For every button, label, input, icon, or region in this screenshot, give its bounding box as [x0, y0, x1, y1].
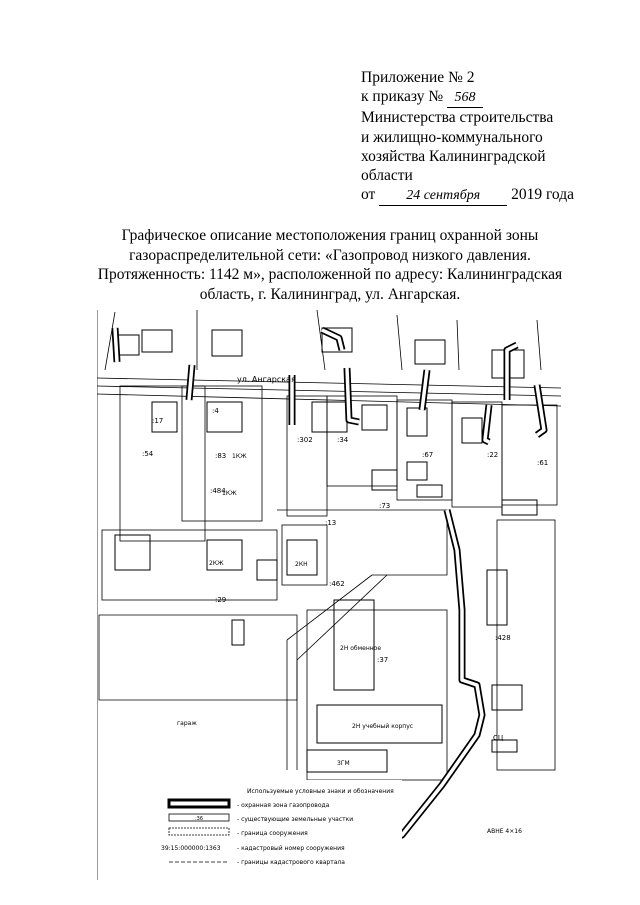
date-prefix: от	[361, 186, 376, 204]
legend-title: Используемые условные знаки и обозначения	[247, 788, 394, 795]
parcel-label: :34	[337, 436, 349, 444]
parcel-label: :83	[215, 452, 227, 460]
building-right-label: АВНЕ 4×16	[487, 828, 522, 835]
legend-sample-cad: 39:15:000000:1363	[161, 845, 221, 852]
legend-item: - границы кадастрового квартала	[237, 859, 345, 866]
date-line	[361, 185, 574, 206]
document-title	[60, 226, 600, 304]
street-label: ул. Ангарская	[237, 375, 296, 384]
building-label: 2КН	[295, 561, 308, 568]
parcel-label: :67	[422, 451, 434, 459]
order-header	[361, 68, 574, 206]
ministry-line-3: хозяйства Калининградской	[361, 147, 546, 165]
parcel-label: :428	[495, 634, 511, 642]
big-building-label: 2Н обменное	[340, 645, 382, 652]
parcel-label: :17	[152, 417, 164, 425]
order-number: 568	[447, 88, 483, 108]
legend-sample-36: :36	[195, 816, 204, 822]
order-prefix: к приказу №	[361, 88, 444, 106]
garage-label: гараж	[177, 720, 197, 727]
parcel-label: :29	[215, 596, 227, 604]
parcel-label: :484	[210, 487, 226, 495]
parcel-label: :22	[487, 451, 499, 459]
cu-label: СЦ	[493, 734, 504, 742]
building-label: 1КЖ	[232, 453, 247, 460]
parcel-label: :73	[379, 502, 391, 510]
date-handwritten: 24 сентября	[379, 186, 507, 206]
parcel-label: :61	[537, 459, 549, 467]
date-suffix: 2019 года	[511, 186, 574, 204]
parcel-label: :462	[329, 580, 345, 588]
title-line-4: область, г. Калининград, ул. Ангарская.	[199, 285, 461, 303]
building-label: 1КЖ	[222, 490, 237, 497]
title-line-2: газораспределительной сети: «Газопровод низкого давления.	[129, 246, 531, 264]
order-line	[361, 87, 574, 108]
ministry-line-2: и жилищно-коммунального	[361, 128, 543, 146]
ministry-line-4: области	[361, 167, 413, 185]
cadastral-map	[97, 310, 561, 880]
parcel-label: :302	[297, 436, 313, 444]
legend-item: - граница сооружения	[237, 830, 308, 837]
legend-item: - охранная зона газопровода	[237, 802, 330, 809]
legend-item: - существующие земельные участки	[237, 816, 354, 823]
legend-item: - кадастровый номер сооружения	[237, 845, 345, 852]
parcel-label: :13	[325, 519, 337, 527]
building-label: 2КЖ	[209, 560, 224, 567]
parcel-label: :54	[142, 450, 154, 458]
ministry-line-1: Министерства строительства	[361, 109, 554, 127]
teaching-building-label: 2Н учебный корпус	[352, 723, 414, 730]
title-line-3: Протяженность: 1142 м», расположенной по адресу: Калининградская	[97, 266, 563, 283]
title-line-1: Графическое описание местоположения границ охранной зоны	[121, 227, 539, 244]
building-3gm-label: 3ГМ	[337, 760, 350, 767]
parcel-label: :4	[212, 407, 219, 415]
appendix-line: Приложение № 2	[361, 69, 475, 86]
parcel-label: :37	[377, 656, 389, 664]
map-legend	[157, 780, 402, 875]
